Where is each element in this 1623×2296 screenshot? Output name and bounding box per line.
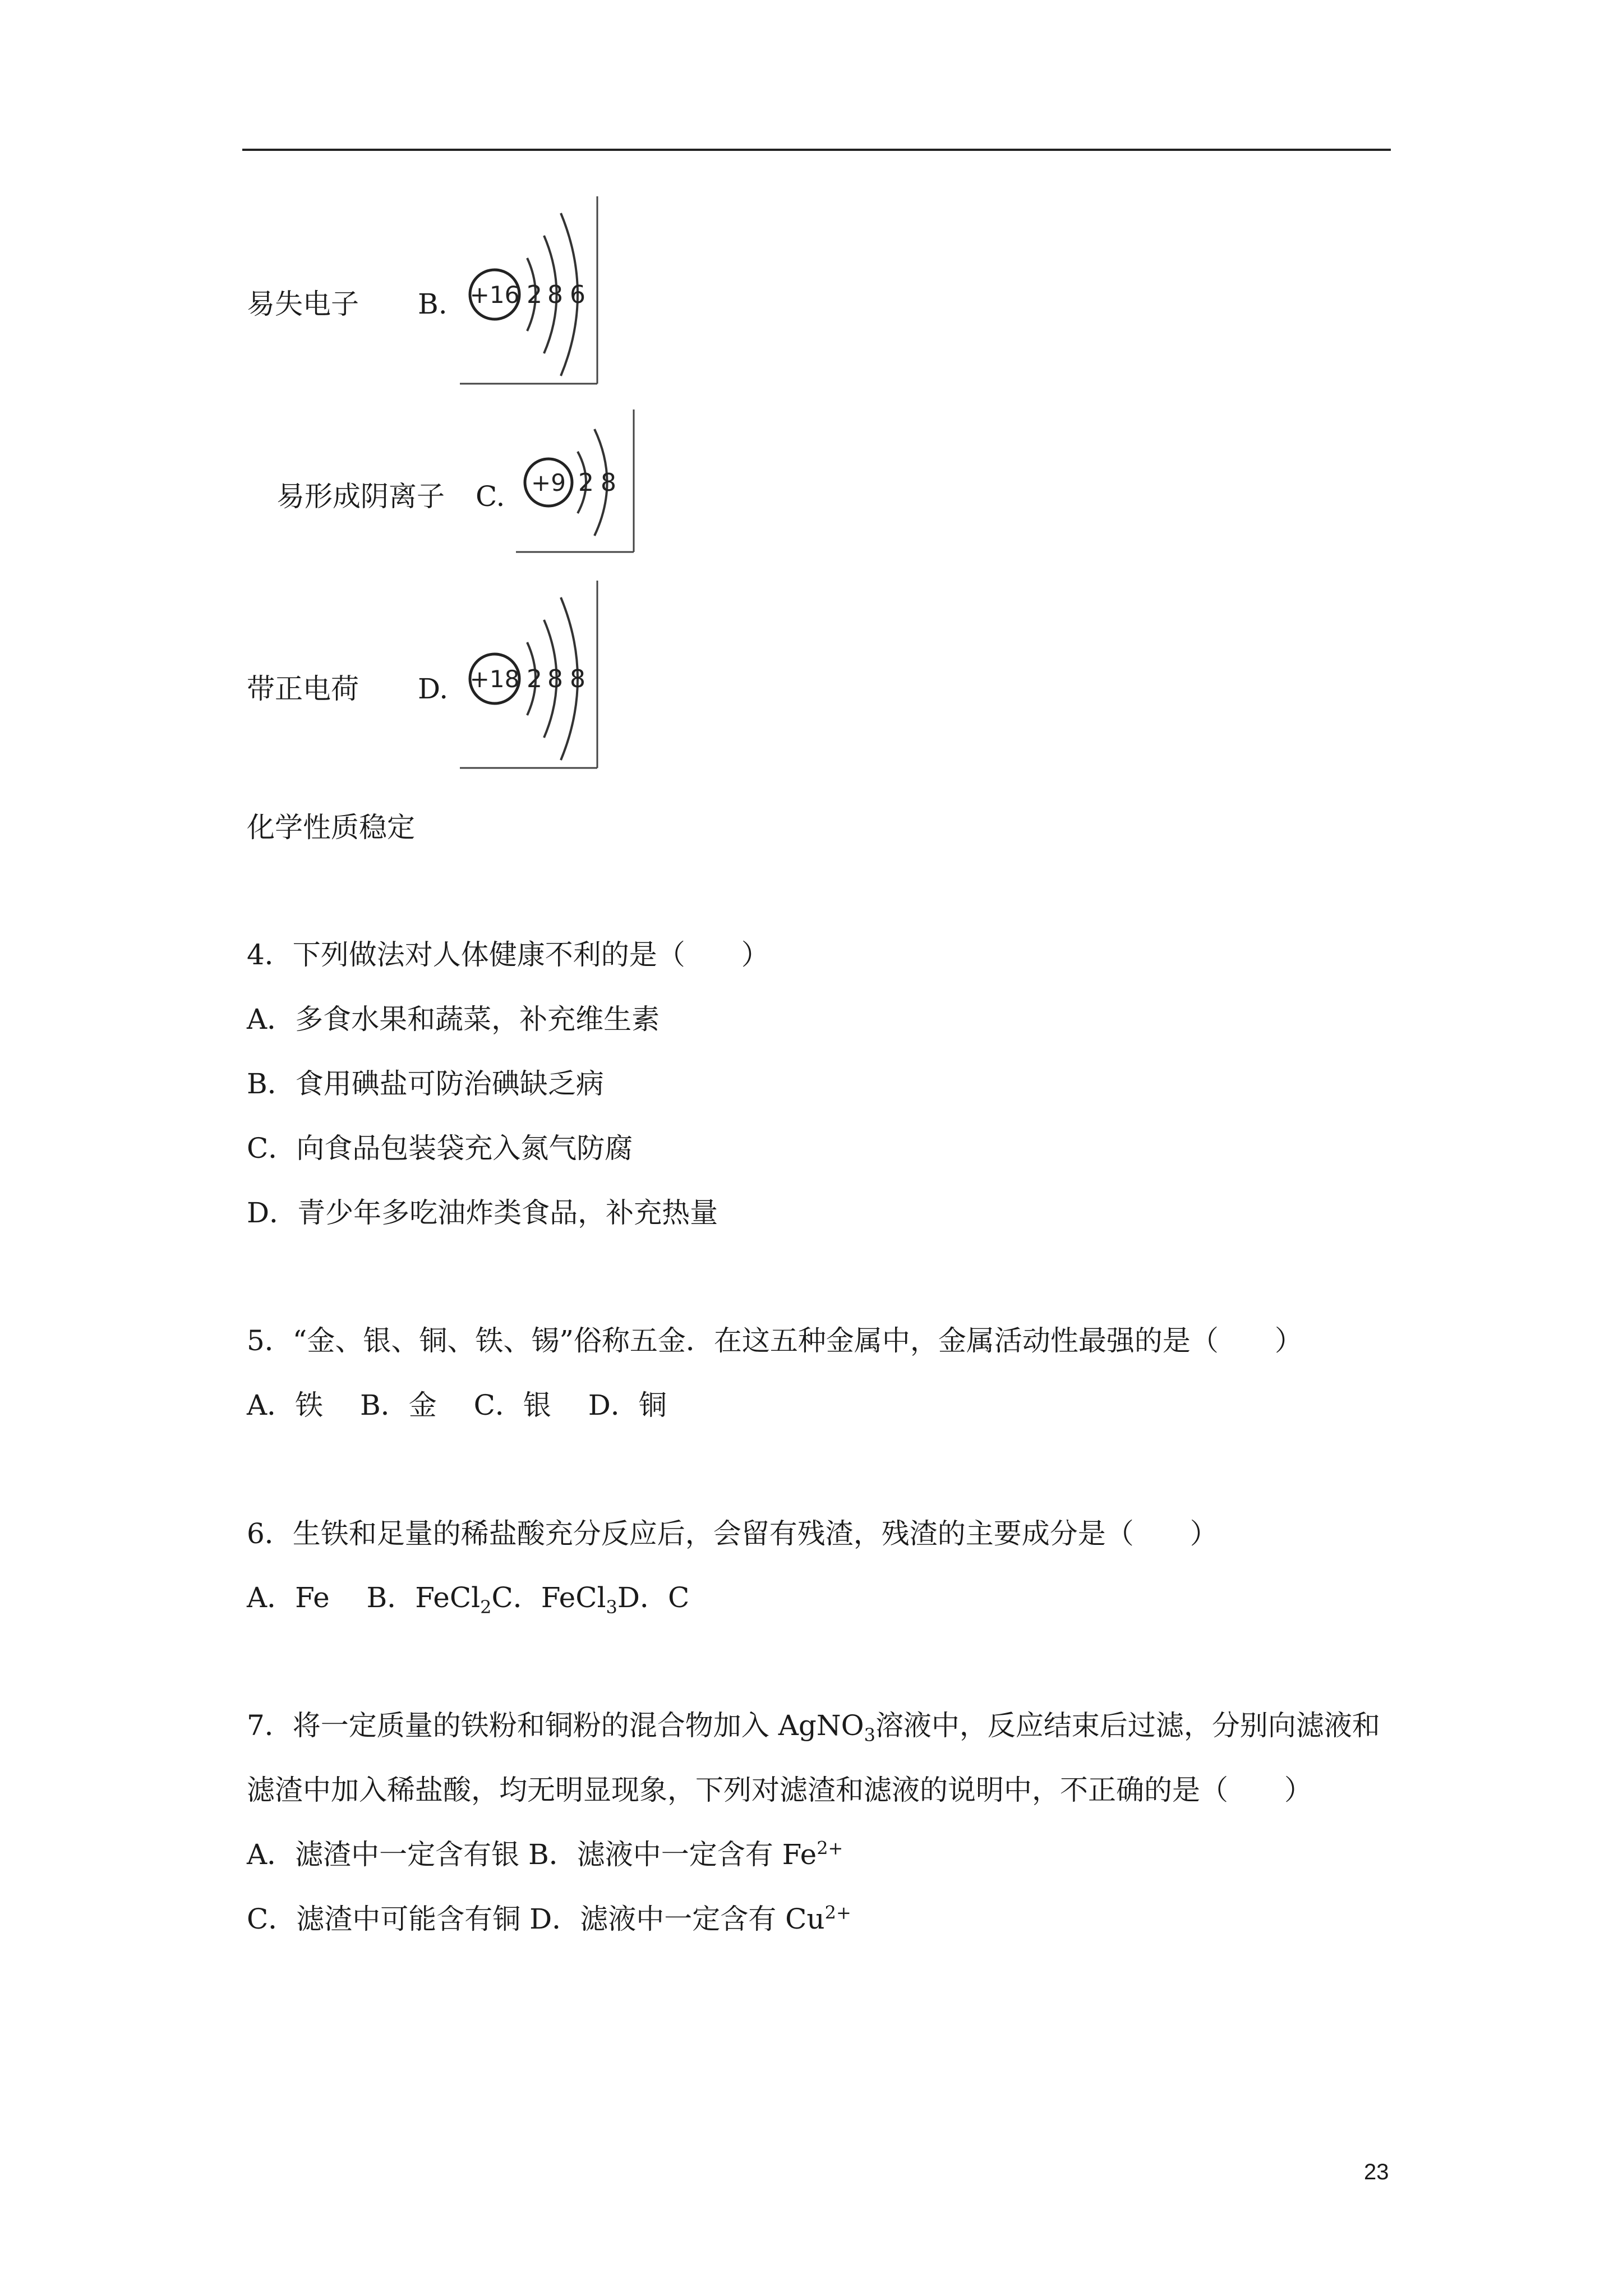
subscript: 2	[480, 1596, 492, 1618]
option-d-label: D.	[418, 673, 449, 705]
q4-stem: 4．下列做法对人体健康不利的是（ ）	[247, 938, 769, 971]
q7-option-ab: A．滤渣中一定含有银 B．滤液中一定含有 Fe	[247, 1838, 817, 1871]
nucleus-charge: +16	[469, 281, 520, 309]
q7-options-row2	[247, 1902, 851, 1936]
q4-option-b: B．食用碘盐可防治碘缺乏病	[247, 1068, 604, 1100]
q6-option-c: C．FeCl	[491, 1581, 606, 1614]
shell-3-count: 6	[570, 280, 585, 309]
superscript: 2+	[817, 1837, 843, 1859]
subscript: 3	[864, 1724, 875, 1746]
q4-option-c: C．向食品包装袋充入氮气防腐	[247, 1132, 633, 1165]
q5-options: A．铁 B．金 C．银 D．铜	[247, 1389, 667, 1421]
shell-3-count: 8	[570, 665, 585, 693]
option-c-label: C.	[476, 480, 505, 513]
nucleus-charge: +18	[469, 665, 520, 693]
shell-1-count: 2	[527, 280, 542, 309]
q7-options-row1	[247, 1838, 843, 1871]
q7-stem-part1: 7．将一定质量的铁粉和铜粉的混合物加入 AgNO	[247, 1709, 864, 1742]
atom-diagram-argon	[460, 581, 611, 771]
nucleus-charge: +9	[531, 469, 566, 496]
atom-diagram-fluorine	[516, 409, 645, 555]
subscript: 3	[606, 1596, 617, 1618]
superscript: 2+	[824, 1902, 851, 1924]
shell-1-count: 2	[527, 665, 542, 693]
q7-stem-line2: 滤渣中加入稀盐酸，均无明显现象，下列对滤渣和滤液的说明中，不正确的是（ ）	[247, 1774, 1312, 1806]
shell-2-count: 8	[547, 280, 563, 309]
q6-options	[247, 1581, 690, 1618]
page-number: 23	[1364, 2160, 1389, 2184]
q4-option-d: D．青少年多吃油炸类食品，补充热量	[247, 1197, 718, 1229]
shell-2-count: 8	[547, 665, 563, 693]
option-c-prefix: 易形成阴离子	[276, 480, 445, 513]
q6-option-ab: A．Fe B．FeCl	[247, 1581, 481, 1614]
option-d-suffix: 化学性质稳定	[247, 811, 415, 844]
q6-option-d: D．C	[617, 1581, 690, 1614]
shell-2-count: 8	[601, 468, 616, 497]
option-b-label: B.	[418, 288, 448, 320]
header-rule	[242, 149, 1391, 151]
option-d-prefix: 带正电荷	[247, 673, 359, 705]
option-b-prefix: 易失电子	[247, 288, 359, 320]
q4-option-a: A．多食水果和蔬菜，补充维生素	[247, 1003, 660, 1036]
atom-diagram-sulfur	[460, 196, 611, 387]
q6-stem: 6．生铁和足量的稀盐酸充分反应后，会留有残渣，残渣的主要成分是（ ）	[247, 1517, 1218, 1550]
q5-stem: 5．“金、银、铜、铁、锡”俗称五金．在这五种金属中，金属活动性最强的是（ ）	[247, 1324, 1303, 1357]
q7-option-cd: C．滤渣中可能含有铜 D．滤液中一定含有 Cu	[247, 1903, 825, 1935]
q7-stem-part2: 溶液中，反应结束后过滤，分别向滤液和	[875, 1709, 1380, 1742]
q7-stem-line1	[247, 1709, 1380, 1746]
shell-1-count: 2	[578, 468, 594, 497]
